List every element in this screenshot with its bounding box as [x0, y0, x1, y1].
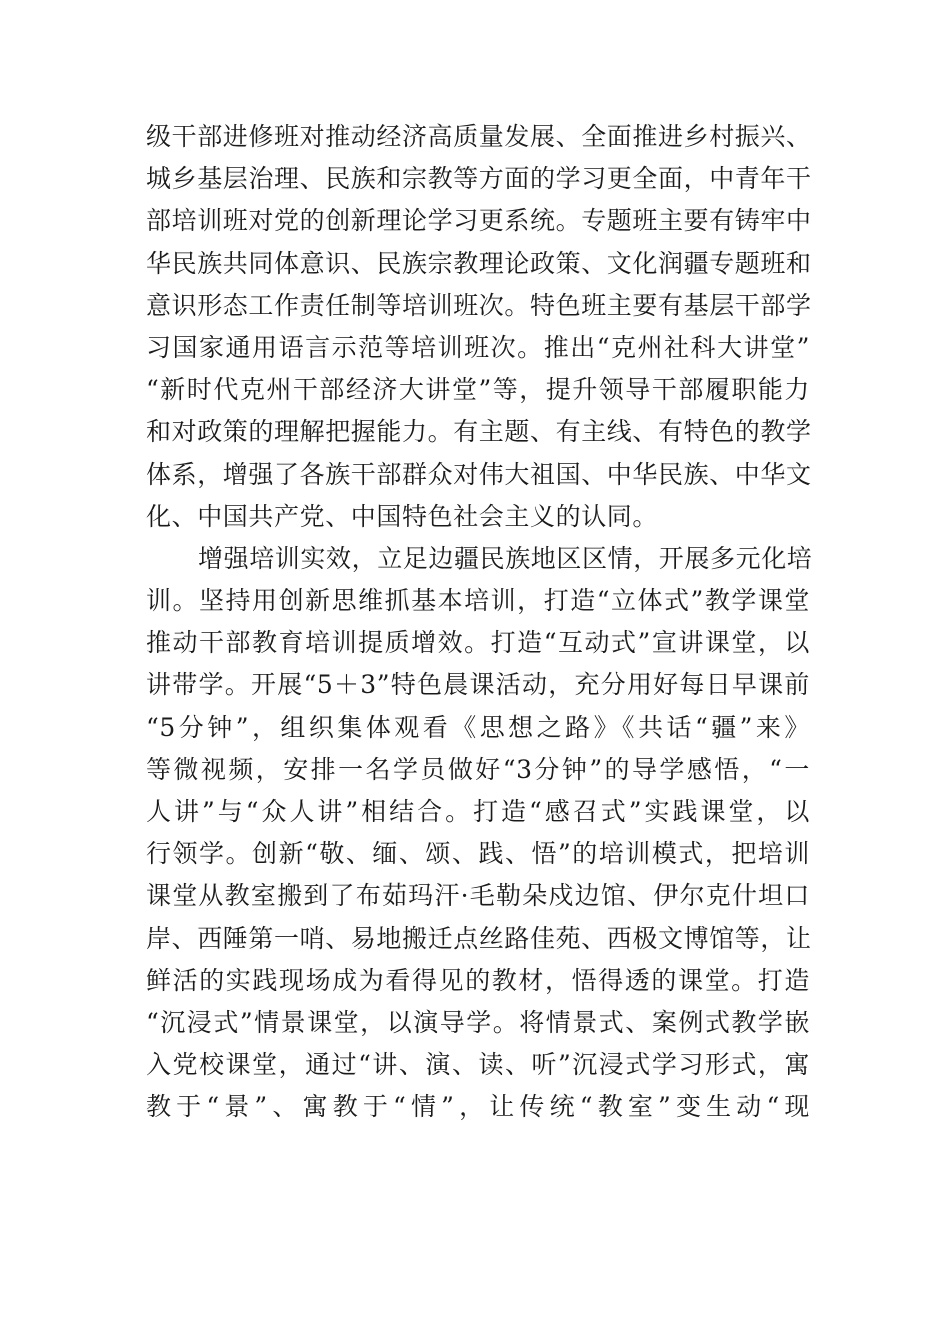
paragraph-line: 城乡基层治理、民族和宗教等方面的学习更全面，中青年干: [146, 164, 812, 194]
paragraph-line: 入党校课堂，通过“讲、演、读、听”沉浸式学习形式，寓: [146, 1050, 810, 1080]
paragraph-line: 训。坚持用创新思维抓基本培训，打造“立体式”教学课堂: [146, 586, 810, 616]
document-body: [146, 116, 813, 1129]
paragraph-line: 讲带学。开展“5＋3”特色晨课活动，充分用好每日早课前: [146, 670, 810, 700]
paragraph-line: “新时代克州干部经济大讲堂”等，提升领导干部履职能力: [146, 375, 810, 405]
paragraph-line: 等微视频，安排一名学员做好“3分钟”的导学感悟，“一: [146, 754, 810, 784]
paragraph-line: 推动干部教育培训提质增效。打造“互动式”宣讲课堂，以: [146, 628, 810, 658]
paragraph-line: 意识形态工作责任制等培训班次。特色班主要有基层干部学: [146, 290, 812, 320]
paragraph-line: “沉浸式”情景课堂，以演导学。将情景式、案例式教学嵌: [146, 1007, 810, 1037]
paragraph-line: 增强培训实效，立足边疆民族地区区情，开展多元化培: [198, 543, 813, 573]
paragraph-line: 课堂从教室搬到了布茹玛汗·毛勒朵戍边馆、伊尔克什坦口: [146, 881, 810, 911]
paragraph-1: [146, 116, 810, 538]
paragraph-line: 岸、西陲第一哨、易地搬迁点丝路佳苑、西极文博馆等，让: [146, 923, 812, 953]
paragraph-line: 华民族共同体意识、民族宗教理论政策、文化润疆专题班和: [146, 248, 812, 278]
paragraph-2: [146, 538, 813, 1129]
paragraph-line: 行领学。创新“敬、缅、颂、践、悟”的培训模式，把培训: [146, 839, 810, 869]
paragraph-line: 体系，增强了各族干部群众对伟大祖国、中华民族、中华文: [146, 459, 812, 489]
paragraph-line: 教于“景”、寓教于“情”，让传统“教室”变生动“现: [146, 1092, 810, 1122]
paragraph-line: 部培训班对党的创新理论学习更系统。专题班主要有铸牢中: [146, 206, 812, 236]
paragraph-line: 和对政策的理解把握能力。有主题、有主线、有特色的教学: [146, 417, 812, 447]
paragraph-line: 人讲”与“众人讲”相结合。打造“感召式”实践课堂，以: [146, 797, 810, 826]
paragraph-line: 化、中国共产党、中国特色社会主义的认同。: [146, 501, 659, 531]
paragraph-line: “5分钟”，组织集体观看《思想之路》《共话“疆”来》: [146, 712, 810, 742]
paragraph-line: 鲜活的实践现场成为看得见的教材，悟得透的课堂。打造: [146, 965, 810, 995]
paragraph-line: 习国家通用语言示范等培训班次。推出“克州社科大讲堂”: [146, 332, 810, 362]
paragraph-line: 级干部进修班对推动经济高质量发展、全面推进乡村振兴、: [146, 122, 812, 151]
